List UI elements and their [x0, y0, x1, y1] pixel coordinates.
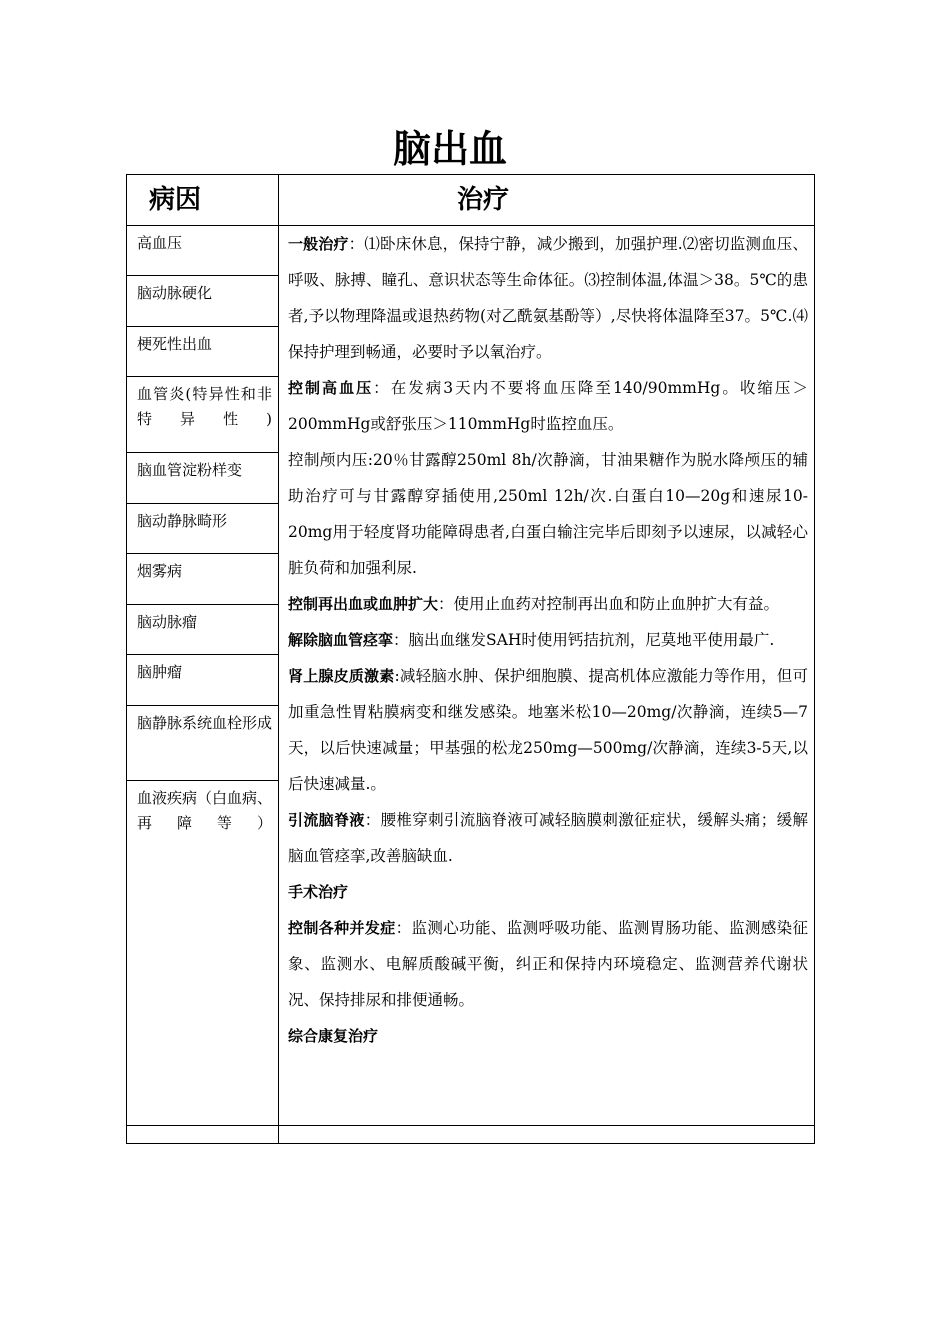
- treatment-separator: :: [394, 667, 400, 685]
- treatment-text: 监测心功能、监测呼吸功能、监测胃肠功能、监测感染征象、监测水、电解质酸碱平衡，纠正和保持内环境稳定、监测营养代谢状况、保持排尿和排便通畅。: [288, 919, 808, 1009]
- treatment-separator: ：: [364, 811, 381, 829]
- treatment-paragraph: [288, 658, 808, 802]
- treatment-heading: 控制高血压: [288, 379, 374, 397]
- cause-cell: 脑静脉系统血栓形成: [127, 706, 278, 781]
- treatment-paragraph: [288, 802, 808, 874]
- treatment-separator: ：: [393, 631, 409, 649]
- treatment-paragraph: [288, 370, 808, 442]
- bottom-divider: [127, 1125, 814, 1126]
- treatment-separator: ：: [373, 379, 391, 397]
- treatment-text: 减轻脑水肿、保护细胞膜、提高机体应激能力等作用，但可加重急性胃粘膜病变和继发感染。地塞米松10—20mg/次静滴，连续5—7天，以后快速减量；甲基强的松龙250mg—500mg/次静滴，连续3-5天,以后快速减量.。: [288, 667, 808, 793]
- cause-cell: 梗死性出血: [127, 327, 278, 377]
- page-title: 脑出血: [392, 127, 507, 171]
- treatment-heading: 综合康复治疗: [288, 1027, 379, 1045]
- treatment-column: [288, 226, 808, 1054]
- treatment-heading: 控制再出血或血肿扩大: [288, 595, 439, 613]
- treatment-text: 使用止血药对控制再出血和防止血肿扩大有益。: [453, 595, 780, 613]
- cause-cell: 烟雾病: [127, 554, 278, 605]
- treatment-text: 脑出血继发SAH时使用钙拮抗剂，尼莫地平使用最广.: [408, 631, 775, 649]
- treatment-heading: 引流脑脊液: [288, 811, 365, 829]
- treatment-text: ⑴卧床休息，保持宁静，减少搬到，加强护理.⑵密切监测血压、呼吸、脉搏、瞳孔、意识状态等生命体征。⑶控制体温,体温＞38。5℃的患者,予以物理降温或退热药物(对乙酰氨基酚等）,尽快将体温降至37。5℃.⑷保持护理到畅通，必要时予以氧治疗。: [288, 235, 808, 361]
- cause-cell: 脑动静脉畸形: [127, 504, 278, 554]
- treatment-heading: 手术治疗: [288, 883, 349, 901]
- treatment-paragraph: [288, 874, 808, 910]
- treatment-paragraph: [288, 1018, 808, 1054]
- cause-cell: 血管炎(特异性和非特异性): [127, 377, 278, 453]
- treatment-text: 在发病3天内不要将血压降至140/90mmHg。收缩压＞200mmHg或舒张压＞110mmHg时监控血压。: [288, 379, 808, 433]
- cause-cell: 高血压: [127, 226, 278, 276]
- cause-cell: 脑血管淀粉样变: [127, 453, 278, 504]
- treatment-heading: 一般治疗: [288, 235, 349, 253]
- treatment-separator: ：: [348, 235, 365, 253]
- treatment-paragraph: [288, 910, 808, 1018]
- cause-cell: 血液疾病（白血病、再障等）: [137, 789, 273, 832]
- treatment-paragraph: [288, 442, 808, 586]
- treatment-text: 腰椎穿刺引流脑脊液可减轻脑膜刺激征症状，缓解头痛；缓解脑血管痉挛,改善脑缺血.: [288, 811, 808, 865]
- treatment-separator: ：: [438, 595, 454, 613]
- treatment-heading: 肾上腺皮质激素: [288, 667, 395, 685]
- treatment-text: 控制颅内压:20％甘露醇250ml 8h/次静滴，甘油果糖作为脱水降颅压的辅助治疗可与甘露醇穿插使用,250ml 12h/次.白蛋白10—20g和速尿10-20mg用于轻度肾功能障碍患者,白蛋白输注完毕后即刻予以速尿，以减轻心脏负荷和加强利尿.: [288, 451, 808, 577]
- treatment-paragraph: [288, 586, 808, 622]
- treatment-heading: 控制各种并发症: [288, 919, 396, 937]
- treatment-heading: 解除脑血管痉挛: [288, 631, 394, 649]
- cause-cell: 脑动脉瘤: [127, 605, 278, 655]
- cause-cell: 脑动脉硬化: [127, 276, 278, 327]
- header-treatment: 治疗: [457, 185, 510, 215]
- treatment-paragraph: [288, 622, 808, 658]
- treatment-table: [126, 174, 815, 1144]
- treatment-separator: ：: [395, 919, 412, 937]
- cause-cell: 脑肿瘤: [127, 655, 278, 706]
- treatment-paragraph: [288, 226, 808, 370]
- column-divider: [278, 175, 279, 1143]
- header-cause: 病因: [149, 185, 202, 215]
